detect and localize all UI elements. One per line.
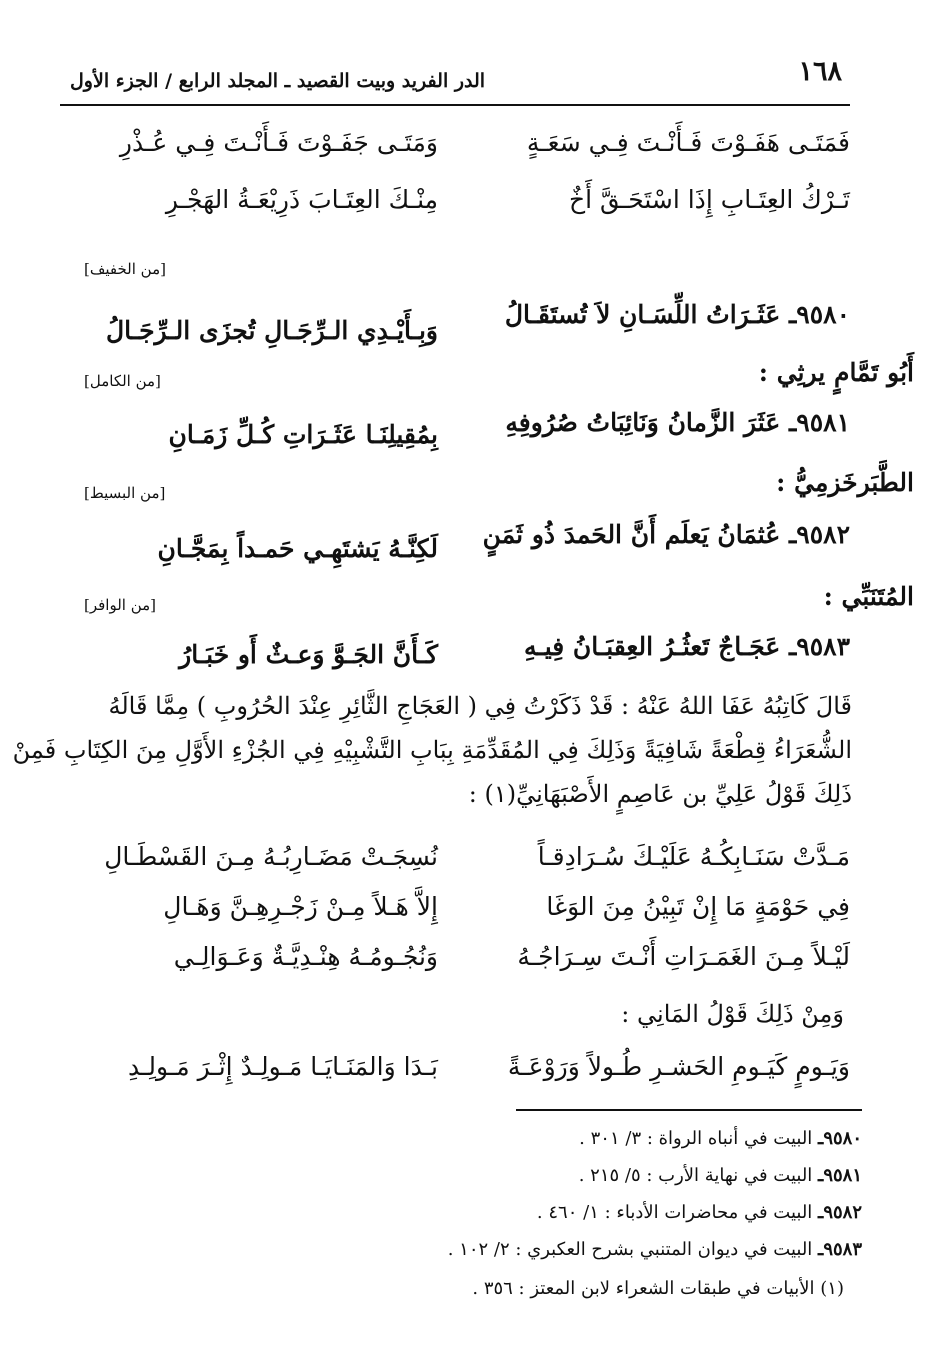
prose-line: الشُّعَرَاءُ قِطْعَةً شَافِيَةً وَذَلِكَ فِي المُقَدِّمَةِ بِبَابِ التَّشْبِيْهِ فِي الجُزْءِ الأَوَّلِ مِنَ الكِتَابِ فَمِنْ bbox=[12, 736, 852, 764]
meter-label: [من الوافر] bbox=[84, 596, 157, 614]
footnote bbox=[579, 1165, 862, 1186]
footnote-text: البيت في أنباه الرواة : ٣/ ٣٠١ . bbox=[579, 1128, 813, 1149]
verse-first-hemistich: فِي حَوْمَةٍ مَا إِنْ تَبِيْنُ مِنَ الوَغَا bbox=[546, 892, 850, 921]
footnote-text: البيت في نهاية الأرب : ٥/ ٢١٥ . bbox=[578, 1165, 813, 1186]
poet-attribution: الطَّبَرخَزمِيُّ : bbox=[776, 468, 914, 497]
prose-line: قَالَ كَاتِبُهُ عَفَا اللهُ عَنْهُ : قَدْ ذَكَرْتُ فِي ( العَجَاجِ الثَّائِرِ عِنْدَ الحُرُوبِ ) مِمَّا قَالَهُ bbox=[108, 692, 852, 720]
footnote-number: (١) bbox=[820, 1278, 844, 1299]
footnote bbox=[472, 1278, 844, 1299]
numbered-verse-row-second bbox=[60, 420, 850, 466]
verse-second-hemistich: وَنُجُـومُـهُ هِنْـدِيَّـةٌ وَعَـوَالِـي bbox=[173, 942, 438, 971]
verse-row bbox=[60, 185, 850, 231]
meter-label: [من البسيط] bbox=[84, 484, 166, 502]
verse-row bbox=[60, 1052, 850, 1098]
footnote-number: ٩٥٨١ـ bbox=[818, 1165, 862, 1186]
footnote-text: الأبيات في طبقات الشعراء لابن المعتز : ٣٥٦ . bbox=[472, 1278, 815, 1299]
verse-second-hemistich: وَبِـأَيْـدِي الـرِّجَـالِ تُجزَى الـرِّجَـالُ bbox=[106, 316, 438, 345]
footnote bbox=[448, 1239, 862, 1260]
verse-first-hemistich: ٩٥٨٠ـ عَثَـرَاتُ اللِّسَـانِ لاَ تُستَقَـالُ bbox=[504, 300, 850, 329]
page-number: ١٦٨ bbox=[798, 56, 842, 87]
footnote-rule bbox=[516, 1109, 862, 1111]
transition-line: وَمِنْ ذَلِكَ قَوْلُ المَانِي : bbox=[621, 1000, 844, 1028]
verse-row bbox=[60, 892, 850, 938]
verse-second-hemistich: إِلاَّ هَـلاً مِـنْ زَجْـرِهِـنَّ وَهَـالِ bbox=[163, 892, 438, 921]
verse-first-hemistich: فَمَتَـى هَفَـوْتَ فَـأَنْـتَ فِـي سَعَـةٍ bbox=[526, 128, 850, 157]
numbered-verse-row-second bbox=[60, 534, 850, 580]
verse-second-hemistich: كَـأَنَّ الجَـوَّ وَعـثٌ أَو خَبَـارُ bbox=[179, 640, 438, 669]
running-title: الدر الفريد وبيت القصيد ـ المجلد الرابع / الجزء الأول bbox=[70, 70, 486, 92]
footnote bbox=[537, 1202, 862, 1223]
header-rule bbox=[60, 104, 850, 106]
verse-first-hemistich: ٩٥٨٣ـ عَجَـاجٌ تَعثُـرُ العِقبَـانُ فِيـهِ bbox=[523, 632, 850, 661]
verse-row bbox=[60, 942, 850, 988]
verse-first-hemistich: تَـرْكُ العِتَـابِ إِذَا اسْتَحَـقَّ أَخٌ bbox=[569, 185, 850, 214]
footnote-text: البيت في ديوان المتنبي بشرح العكبري : ٢/ ١٠٢ . bbox=[447, 1239, 813, 1260]
verse-second-hemistich: بِمُقِيلِنَـا عَثَـرَاتِ كُـلِّ زَمَـانِ bbox=[168, 420, 438, 449]
footnote-text: البيت في محاضرات الأدباء : ١/ ٤٦٠ . bbox=[536, 1202, 813, 1223]
verse-first-hemistich: وَيَـومٍ كَيَـومِ الحَشـرِ طُـولاً وَرَوْعَـةً bbox=[507, 1052, 850, 1081]
poet-attribution: المُتَنَبِّي : bbox=[823, 582, 914, 611]
meter-label: [من الخفيف] bbox=[84, 260, 166, 278]
verse-first-hemistich: لَيْـلاً مِـنَ الغَمَـرَاتِ أَنْـتَ سِـرَاجُـهُ bbox=[517, 942, 850, 971]
numbered-verse-row-second bbox=[60, 640, 850, 686]
numbered-verse-row-second bbox=[60, 316, 850, 362]
verse-second-hemistich: نُسِجَـتْ مَضَـارِبُـهُ مِـنَ القَسْطَـالِ bbox=[104, 842, 438, 871]
verse-row bbox=[60, 128, 850, 174]
footnote bbox=[579, 1128, 862, 1149]
page-header bbox=[66, 58, 848, 102]
verse-row bbox=[60, 842, 850, 888]
meter-label: [من الكامل] bbox=[84, 372, 161, 390]
verse-first-hemistich: ٩٥٨١ـ عَثَرَ الزَّمانُ وَنَائِبَاتُ صُرُوفِهِ bbox=[505, 408, 850, 437]
prose-line: ذَلِكَ قَوْلُ عَلِيِّ بن عَاصِمٍ الأَصْبَهَانِيِّ(١) : bbox=[468, 780, 852, 808]
verse-second-hemistich: بَـدَا وَالمَنَـايَـا مَـولِـدٌ إِثْـرَ مَـولِـدِ bbox=[127, 1052, 438, 1081]
footnote-number: ٩٥٨٣ـ bbox=[818, 1239, 862, 1260]
poet-attribution: أَبُو تَمَّامٍ يرثِي : bbox=[758, 358, 914, 387]
footnote-number: ٩٥٨٢ـ bbox=[818, 1202, 862, 1223]
verse-second-hemistich: وَمَتَـى جَفَـوْتَ فَـأَنْـتَ فِـي عُـذْرِ bbox=[119, 128, 438, 157]
verse-first-hemistich: ٩٥٨٢ـ عُثمَانُ يَعلَم أَنَّ الحَمدَ ذُو ثَمَنٍ bbox=[482, 520, 850, 549]
verse-first-hemistich: مَـدَّتْ سَنَـابِكُـهُ عَلَيْـكَ سُـرَادِقـاً bbox=[537, 842, 850, 871]
verse-second-hemistich: مِنْـكَ العِتَـابَ ذَرِيْعَـةُ الهَجْـرِ bbox=[165, 185, 438, 214]
footnote-number: ٩٥٨٠ـ bbox=[818, 1128, 862, 1149]
verse-second-hemistich: لَكِنَّـهُ يَشتَهِـي حَمـداً بِمَجَّـانِ bbox=[157, 534, 438, 563]
